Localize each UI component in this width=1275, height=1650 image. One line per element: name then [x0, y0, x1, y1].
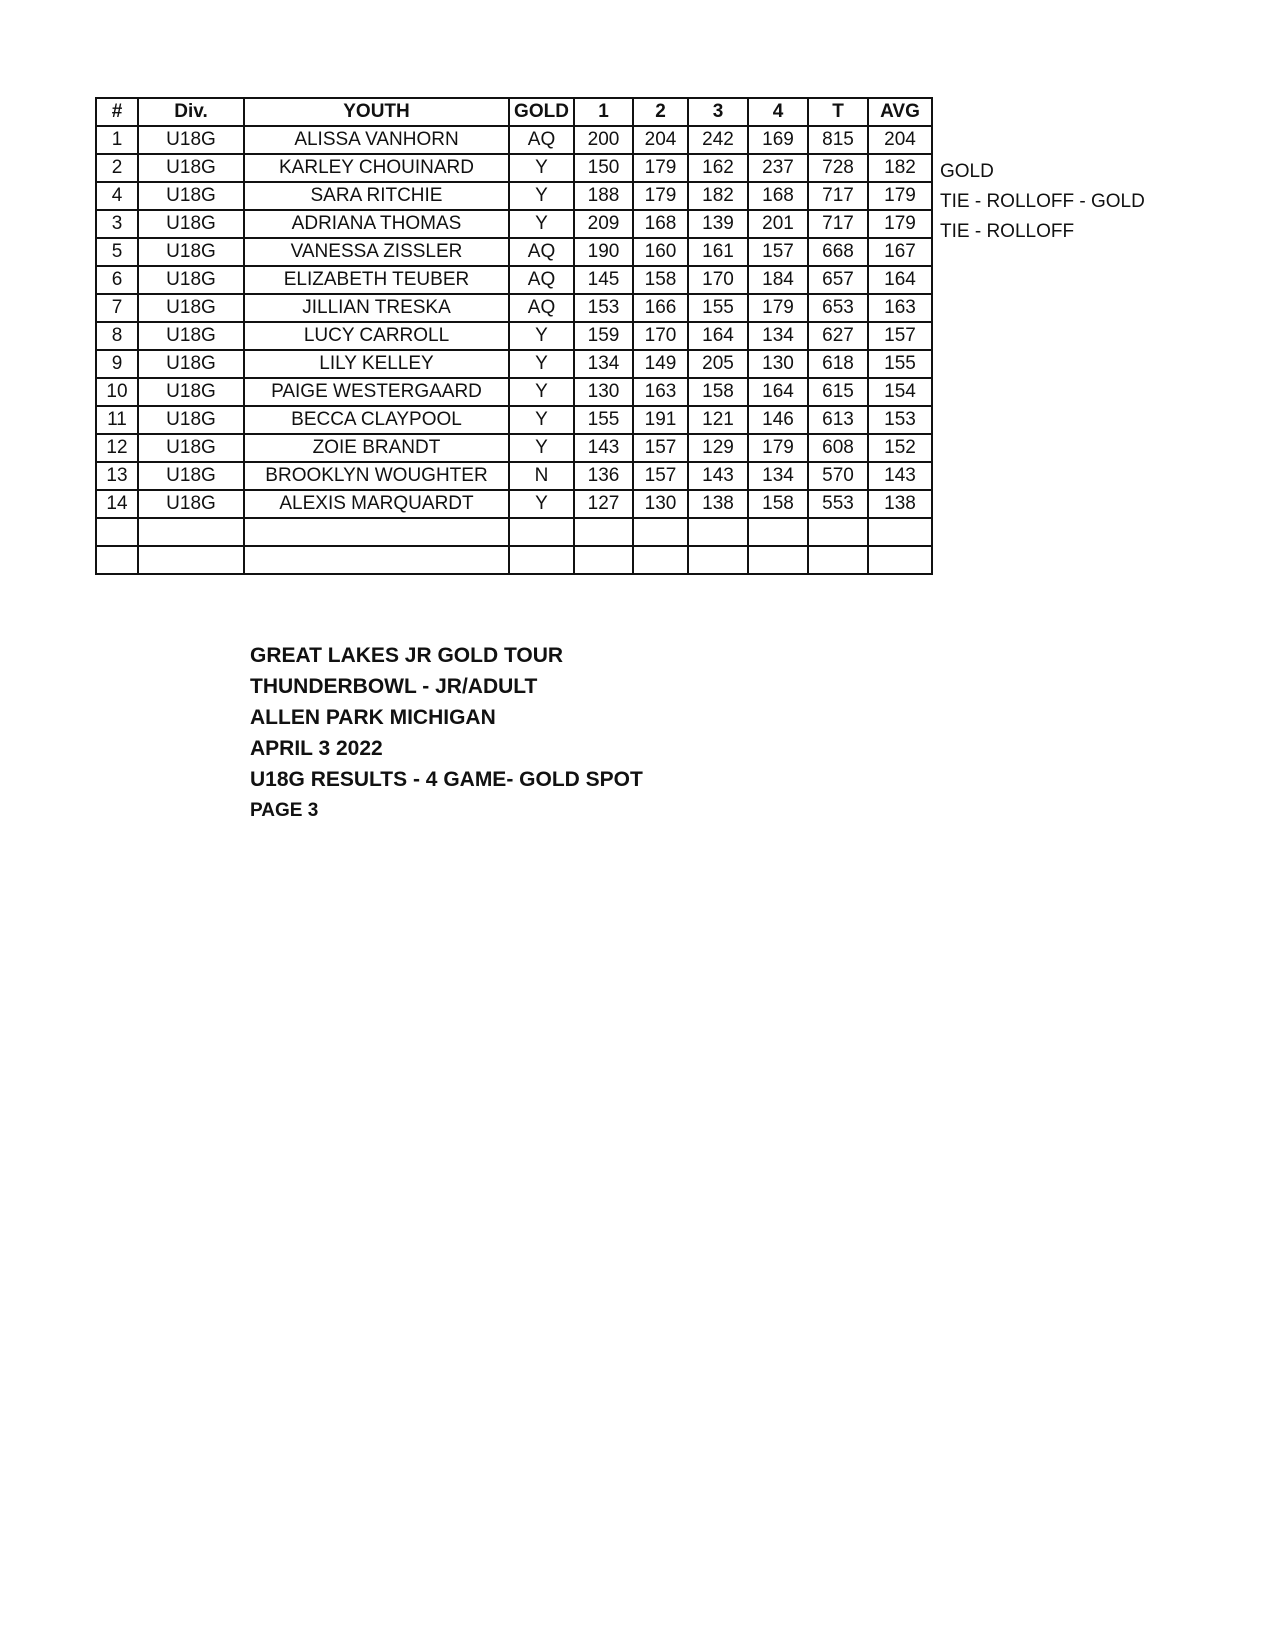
- game-4-cell: 237: [748, 154, 808, 182]
- total-cell: 627: [808, 322, 868, 350]
- game-4-cell: 179: [748, 434, 808, 462]
- division-cell: U18G: [138, 126, 244, 154]
- gold-status-cell: [509, 546, 574, 574]
- game-4-cell: [748, 546, 808, 574]
- average-cell: 157: [868, 322, 932, 350]
- rank-cell: 3: [96, 210, 138, 238]
- division-cell: U18G: [138, 406, 244, 434]
- game-2-cell: 168: [633, 210, 688, 238]
- game-3-cell: 121: [688, 406, 748, 434]
- location: ALLEN PARK MICHIGAN: [250, 706, 496, 729]
- game-4-cell: 158: [748, 490, 808, 518]
- youth-name-cell: LILY KELLEY: [244, 350, 509, 378]
- average-cell: 153: [868, 406, 932, 434]
- game-2-cell: 166: [633, 294, 688, 322]
- side-note-tie-rolloff-gold: TIE - ROLLOFF - GOLD: [940, 191, 1145, 212]
- game-1-cell: 143: [574, 434, 633, 462]
- total-cell: 613: [808, 406, 868, 434]
- table-row: [96, 266, 932, 294]
- average-cell: 179: [868, 210, 932, 238]
- tour-name: GREAT LAKES JR GOLD TOUR: [250, 644, 564, 667]
- rank-cell: [96, 546, 138, 574]
- table-row: [96, 154, 932, 182]
- gold-status-cell: Y: [509, 182, 574, 210]
- youth-name-cell: PAIGE WESTERGAARD: [244, 378, 509, 406]
- game-3-cell: 143: [688, 462, 748, 490]
- division-cell: U18G: [138, 434, 244, 462]
- table-header: [96, 98, 932, 126]
- game-4-cell: 157: [748, 238, 808, 266]
- division-cell: [138, 518, 244, 546]
- division-cell: U18G: [138, 490, 244, 518]
- game-4-cell: 179: [748, 294, 808, 322]
- game-1-cell: 136: [574, 462, 633, 490]
- game-1-cell: [574, 546, 633, 574]
- table-row: [96, 462, 932, 490]
- total-cell: 657: [808, 266, 868, 294]
- game-3-cell: 161: [688, 238, 748, 266]
- total-cell: 570: [808, 462, 868, 490]
- youth-name-cell: ELIZABETH TEUBER: [244, 266, 509, 294]
- average-cell: [868, 518, 932, 546]
- game-4-cell: 134: [748, 462, 808, 490]
- average-cell: 163: [868, 294, 932, 322]
- game-3-cell: 205: [688, 350, 748, 378]
- gold-status-cell: [509, 518, 574, 546]
- page-number: PAGE 3: [250, 800, 319, 821]
- rank-cell: 14: [96, 490, 138, 518]
- header-game-3: 3: [688, 98, 748, 126]
- game-3-cell: 242: [688, 126, 748, 154]
- game-1-cell: 127: [574, 490, 633, 518]
- game-2-cell: [633, 518, 688, 546]
- youth-name-cell: KARLEY CHOUINARD: [244, 154, 509, 182]
- total-cell: 615: [808, 378, 868, 406]
- gold-status-cell: Y: [509, 350, 574, 378]
- game-2-cell: [633, 546, 688, 574]
- game-2-cell: 130: [633, 490, 688, 518]
- rank-cell: 5: [96, 238, 138, 266]
- gold-status-cell: Y: [509, 210, 574, 238]
- gold-status-cell: AQ: [509, 294, 574, 322]
- division-cell: [138, 546, 244, 574]
- game-1-cell: [574, 518, 633, 546]
- division-cell: U18G: [138, 154, 244, 182]
- game-1-cell: 145: [574, 266, 633, 294]
- game-3-cell: 182: [688, 182, 748, 210]
- gold-status-cell: AQ: [509, 238, 574, 266]
- youth-name-cell: LUCY CARROLL: [244, 322, 509, 350]
- game-2-cell: 163: [633, 378, 688, 406]
- game-1-cell: 209: [574, 210, 633, 238]
- rank-cell: 12: [96, 434, 138, 462]
- header-youth: YOUTH: [244, 98, 509, 126]
- event-info: [250, 640, 643, 826]
- game-2-cell: 157: [633, 462, 688, 490]
- table-row: [96, 238, 932, 266]
- game-2-cell: 179: [633, 182, 688, 210]
- youth-name-cell: [244, 518, 509, 546]
- table-row: [96, 210, 932, 238]
- results-table: [95, 97, 933, 575]
- header-total: T: [808, 98, 868, 126]
- average-cell: 164: [868, 266, 932, 294]
- average-cell: [868, 546, 932, 574]
- total-cell: 728: [808, 154, 868, 182]
- game-1-cell: 134: [574, 350, 633, 378]
- division-cell: U18G: [138, 462, 244, 490]
- rank-cell: 9: [96, 350, 138, 378]
- youth-name-cell: BECCA CLAYPOOL: [244, 406, 509, 434]
- rank-cell: 8: [96, 322, 138, 350]
- game-1-cell: 200: [574, 126, 633, 154]
- table-row: [96, 434, 932, 462]
- game-2-cell: 170: [633, 322, 688, 350]
- gold-status-cell: Y: [509, 490, 574, 518]
- gold-status-cell: Y: [509, 378, 574, 406]
- side-note-tie-rolloff: TIE - ROLLOFF: [940, 221, 1075, 242]
- game-3-cell: 129: [688, 434, 748, 462]
- youth-name-cell: ALEXIS MARQUARDT: [244, 490, 509, 518]
- game-4-cell: 201: [748, 210, 808, 238]
- header-row: [96, 98, 932, 126]
- youth-name-cell: SARA RITCHIE: [244, 182, 509, 210]
- game-3-cell: [688, 546, 748, 574]
- game-3-cell: 138: [688, 490, 748, 518]
- total-cell: 653: [808, 294, 868, 322]
- average-cell: 143: [868, 462, 932, 490]
- gold-status-cell: Y: [509, 434, 574, 462]
- table-row: [96, 406, 932, 434]
- total-cell: 815: [808, 126, 868, 154]
- average-cell: 179: [868, 182, 932, 210]
- header-gold: GOLD: [509, 98, 574, 126]
- table-body: [96, 126, 932, 574]
- rank-cell: 10: [96, 378, 138, 406]
- rank-cell: 1: [96, 126, 138, 154]
- average-cell: 152: [868, 434, 932, 462]
- game-1-cell: 130: [574, 378, 633, 406]
- game-3-cell: 170: [688, 266, 748, 294]
- average-cell: 138: [868, 490, 932, 518]
- header-average: AVG: [868, 98, 932, 126]
- table-row: [96, 322, 932, 350]
- header-game-4: 4: [748, 98, 808, 126]
- event-date: APRIL 3 2022: [250, 737, 383, 760]
- header-game-2: 2: [633, 98, 688, 126]
- gold-status-cell: AQ: [509, 266, 574, 294]
- side-note-gold: GOLD: [940, 161, 994, 182]
- youth-name-cell: BROOKLYN WOUGHTER: [244, 462, 509, 490]
- youth-name-cell: ZOIE BRANDT: [244, 434, 509, 462]
- game-3-cell: 162: [688, 154, 748, 182]
- rank-cell: 2: [96, 154, 138, 182]
- youth-name-cell: JILLIAN TRESKA: [244, 294, 509, 322]
- game-2-cell: 149: [633, 350, 688, 378]
- game-4-cell: 168: [748, 182, 808, 210]
- division-cell: U18G: [138, 182, 244, 210]
- header-rank: #: [96, 98, 138, 126]
- division-cell: U18G: [138, 322, 244, 350]
- gold-status-cell: AQ: [509, 126, 574, 154]
- game-3-cell: 158: [688, 378, 748, 406]
- game-3-cell: 155: [688, 294, 748, 322]
- results-title: U18G RESULTS - 4 GAME- GOLD SPOT: [250, 768, 643, 791]
- youth-name-cell: ALISSA VANHORN: [244, 126, 509, 154]
- total-cell: 668: [808, 238, 868, 266]
- youth-name-cell: [244, 546, 509, 574]
- table-row: [96, 378, 932, 406]
- game-1-cell: 159: [574, 322, 633, 350]
- division-cell: U18G: [138, 350, 244, 378]
- table-row: [96, 546, 932, 574]
- youth-name-cell: ADRIANA THOMAS: [244, 210, 509, 238]
- rank-cell: 7: [96, 294, 138, 322]
- venue-name: THUNDERBOWL - JR/ADULT: [250, 675, 538, 698]
- total-cell: 553: [808, 490, 868, 518]
- average-cell: 154: [868, 378, 932, 406]
- header-division: Div.: [138, 98, 244, 126]
- game-2-cell: 157: [633, 434, 688, 462]
- average-cell: 155: [868, 350, 932, 378]
- game-3-cell: 139: [688, 210, 748, 238]
- table-row: [96, 490, 932, 518]
- game-4-cell: 134: [748, 322, 808, 350]
- game-4-cell: 146: [748, 406, 808, 434]
- total-cell: [808, 546, 868, 574]
- average-cell: 204: [868, 126, 932, 154]
- game-3-cell: [688, 518, 748, 546]
- table-row: [96, 350, 932, 378]
- rank-cell: 13: [96, 462, 138, 490]
- table-row: [96, 182, 932, 210]
- gold-status-cell: Y: [509, 154, 574, 182]
- rank-cell: 4: [96, 182, 138, 210]
- header-game-1: 1: [574, 98, 633, 126]
- game-4-cell: 184: [748, 266, 808, 294]
- game-1-cell: 155: [574, 406, 633, 434]
- game-2-cell: 179: [633, 154, 688, 182]
- rank-cell: 6: [96, 266, 138, 294]
- game-2-cell: 204: [633, 126, 688, 154]
- game-4-cell: 169: [748, 126, 808, 154]
- total-cell: 717: [808, 210, 868, 238]
- gold-status-cell: Y: [509, 406, 574, 434]
- table-row: [96, 294, 932, 322]
- game-3-cell: 164: [688, 322, 748, 350]
- game-4-cell: 130: [748, 350, 808, 378]
- game-4-cell: [748, 518, 808, 546]
- game-1-cell: 150: [574, 154, 633, 182]
- division-cell: U18G: [138, 294, 244, 322]
- game-1-cell: 188: [574, 182, 633, 210]
- division-cell: U18G: [138, 378, 244, 406]
- gold-status-cell: Y: [509, 322, 574, 350]
- total-cell: 717: [808, 182, 868, 210]
- game-2-cell: 160: [633, 238, 688, 266]
- table-row: [96, 126, 932, 154]
- gold-status-cell: N: [509, 462, 574, 490]
- division-cell: U18G: [138, 238, 244, 266]
- game-1-cell: 190: [574, 238, 633, 266]
- game-4-cell: 164: [748, 378, 808, 406]
- rank-cell: 11: [96, 406, 138, 434]
- division-cell: U18G: [138, 210, 244, 238]
- total-cell: [808, 518, 868, 546]
- game-2-cell: 158: [633, 266, 688, 294]
- average-cell: 167: [868, 238, 932, 266]
- total-cell: 618: [808, 350, 868, 378]
- game-2-cell: 191: [633, 406, 688, 434]
- division-cell: U18G: [138, 266, 244, 294]
- total-cell: 608: [808, 434, 868, 462]
- average-cell: 182: [868, 154, 932, 182]
- rank-cell: [96, 518, 138, 546]
- game-1-cell: 153: [574, 294, 633, 322]
- table-row: [96, 518, 932, 546]
- youth-name-cell: VANESSA ZISSLER: [244, 238, 509, 266]
